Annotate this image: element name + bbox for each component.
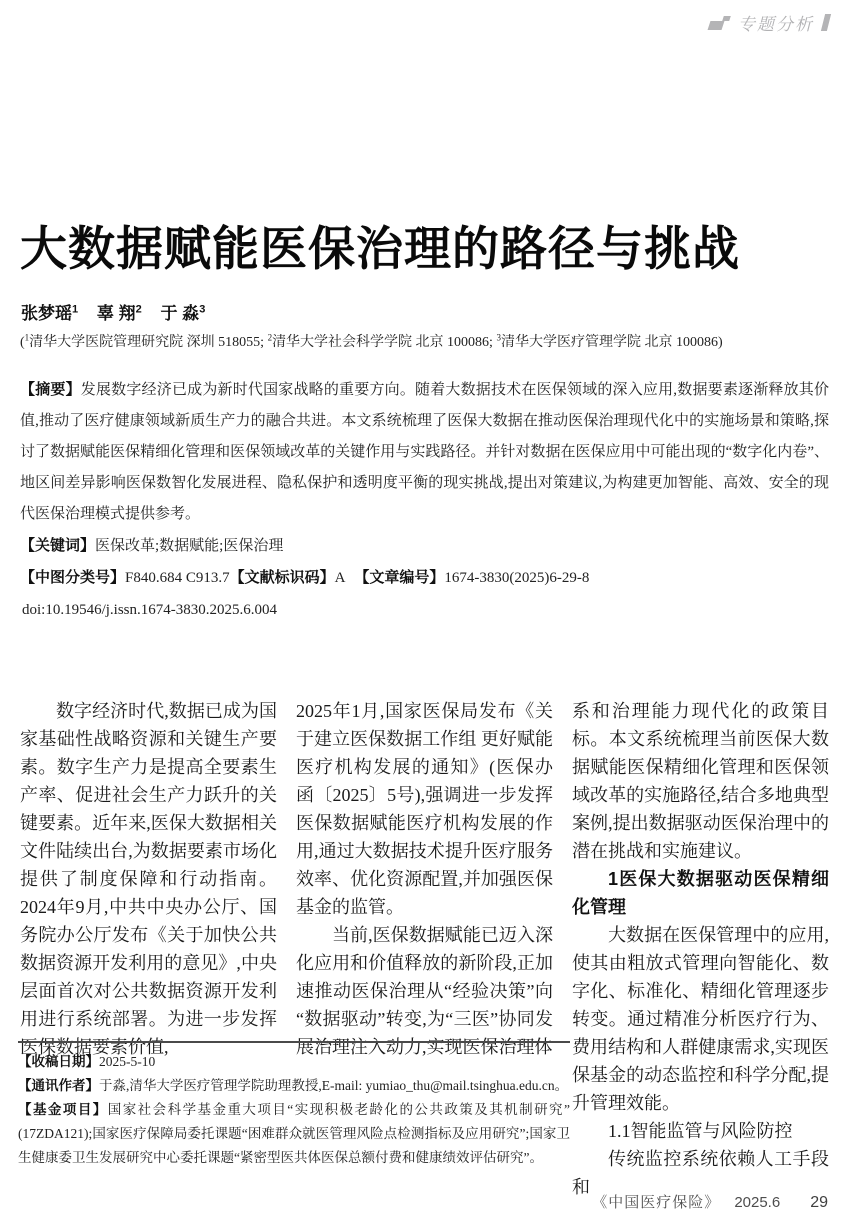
keywords-line [20,530,829,562]
keywords-label: 【关键词】 [20,537,96,554]
received-label: 【收稿日期】 [18,1054,99,1069]
article-title: 大数据赋能医保治理的路径与挑战 [20,222,740,275]
body-column-3 [572,697,829,1201]
topic-header [708,10,829,35]
corresponding-value: 于淼,清华大学医疗管理学院助理教授,E-mail: yumiao_thu@mail.tsinghua.edu.cn。 [99,1078,569,1093]
author: 辜 翔$^2$ [96,303,142,323]
body-paragraph: 2025年1月,国家医保局发布《关于建立医保数据工作组 更好赋能医疗机构发展的通知》(医保办函〔2025〕5号),强调进一步发挥医保数据赋能医疗机构发展的作用,通过大数据技术提升医疗服务效率、优化资源配置,并加强医保基金的监管。 [296,701,553,917]
topic-flag-icon [708,15,731,30]
body-paragraph: 大数据在医保管理中的应用,使其由粗放式管理向智能化、数字化、标准化、精细化管理逐步转变。通过精准分析医疗行为、费用结构和人群健康需求,实现医保基金的动态监控和科学分配,提升管理效能。 [572,925,829,1113]
topic-endbar-icon [821,14,831,31]
page-footer [592,1191,828,1212]
issue-number: 2025.6 [734,1194,781,1211]
author: 于 淼$^3$ [160,303,206,323]
doc-code-value: A [334,570,349,586]
subsection-heading: 1.1智能监管与风险防控 [608,1121,793,1141]
affiliation-part: ($^1$清华大学医院管理研究院 深圳 518055; [20,332,268,350]
received-value: 2025-5-10 [99,1054,156,1069]
affiliation-part: $^2$清华大学社会科学学院 北京 100086; [267,332,497,350]
abstract-paragraph [20,374,829,530]
section-heading: 1医保大数据驱动医保精细化管理 [572,869,829,917]
fund-label: 【基金项目】 [18,1102,108,1117]
abstract-text: 发展数字经济已成为新时代国家战略的重要方向。随着大数据技术在医保领域的深入应用,数据要素逐渐释放其价值,推动了医疗健康领域新质生产力的融合共进。本文系统梳理了医保大数据在推动医保治理现代化中的实施场景和策略,探讨了数据赋能医保精细化管理和医保领域改革的关键作用与实践路径。并针对数据在医保应用中可能出现的“数字化内卷”、地区间差异影响医保数智化发展进程、隐私保护和透明度平衡的现实挑战,提出对策建议,为构建更加智能、高效、安全的现代医保治理模式提供参考。 [20,382,829,522]
abstract-meta-block [20,374,829,627]
body-paragraph: 当前,医保数据赋能已迈入深化应用和价值释放的新阶段,正加速推动医保治理从“经验决策”向“数据驱动”转变,为“三医”协同发展治理注入动力,实现医保治理体 [296,925,553,1057]
author: 张梦瑶$^1$ [21,303,79,323]
clc-label: 【中图分类号】 [20,569,126,586]
footnote-corresponding-author [18,1074,570,1098]
footnote-received [18,1050,570,1074]
footnote-block [18,1041,570,1170]
classification-line [20,562,829,594]
corresponding-label: 【通讯作者】 [18,1078,99,1093]
keywords-text: 医保改革;数据赋能;医保治理 [95,538,284,554]
body-paragraph: 传统监控系统依赖人工手段和 [572,1149,829,1197]
doc-code-label: 【文献标识码】 [229,569,335,586]
article-no-value: 1674-3830(2025)6-29-8 [444,570,590,586]
footnote-funding [18,1098,570,1170]
topic-label: 专题分析 [738,15,814,34]
affiliation-part: $^3$清华大学医疗管理学院 北京 100086) [496,332,723,350]
page-number: 29 [810,1194,828,1211]
author-line [21,299,219,324]
abstract-label: 【摘要】 [20,381,81,398]
clc-value: F840.684 C913.7 [125,570,230,586]
doi-line: doi:10.19546/j.issn.1674-3830.2025.6.004 [22,602,278,618]
journal-name: 《中国医疗保险》 [592,1194,721,1211]
body-paragraph: 数字经济时代,数据已成为国家基础性战略资源和关键生产要素。数字生产力是提高全要素生产率、促进社会生产力跃升的关键要素。近年来,医保大数据相关文件陆续出台,为数据要素市场化提供了制度保障和行动指南。2024年9月,中共中央办公厅、国务院办公厅发布《关于加快公共数据资源开发利用的意见》,中央层面首次对公共数据资源开发利用进行系统部署。为进一步发挥医保数据要素价值, [20,701,277,1057]
fund-value: 国家社会科学基金重大项目“实现积极老龄化的公共政策及其机制研究”(17ZDA121);国家医疗保障局委托课题“困难群众就医管理风险点检测指标及应用研究”;国家卫生健康委卫生发展研究中心委托课题“紧密型医共体医保总额付费和健康绩效评估研究”。 [18,1102,571,1165]
article-no-label: 【文章编号】 [354,569,445,586]
affiliation-line [20,331,832,351]
body-paragraph: 系和治理能力现代化的政策目标。本文系统梳理当前医保大数据赋能医保精细化管理和医保领域改革的实施路径,结合多地典型案例,提出数据驱动医保治理中的潜在挑战和实施建议。 [572,701,829,861]
